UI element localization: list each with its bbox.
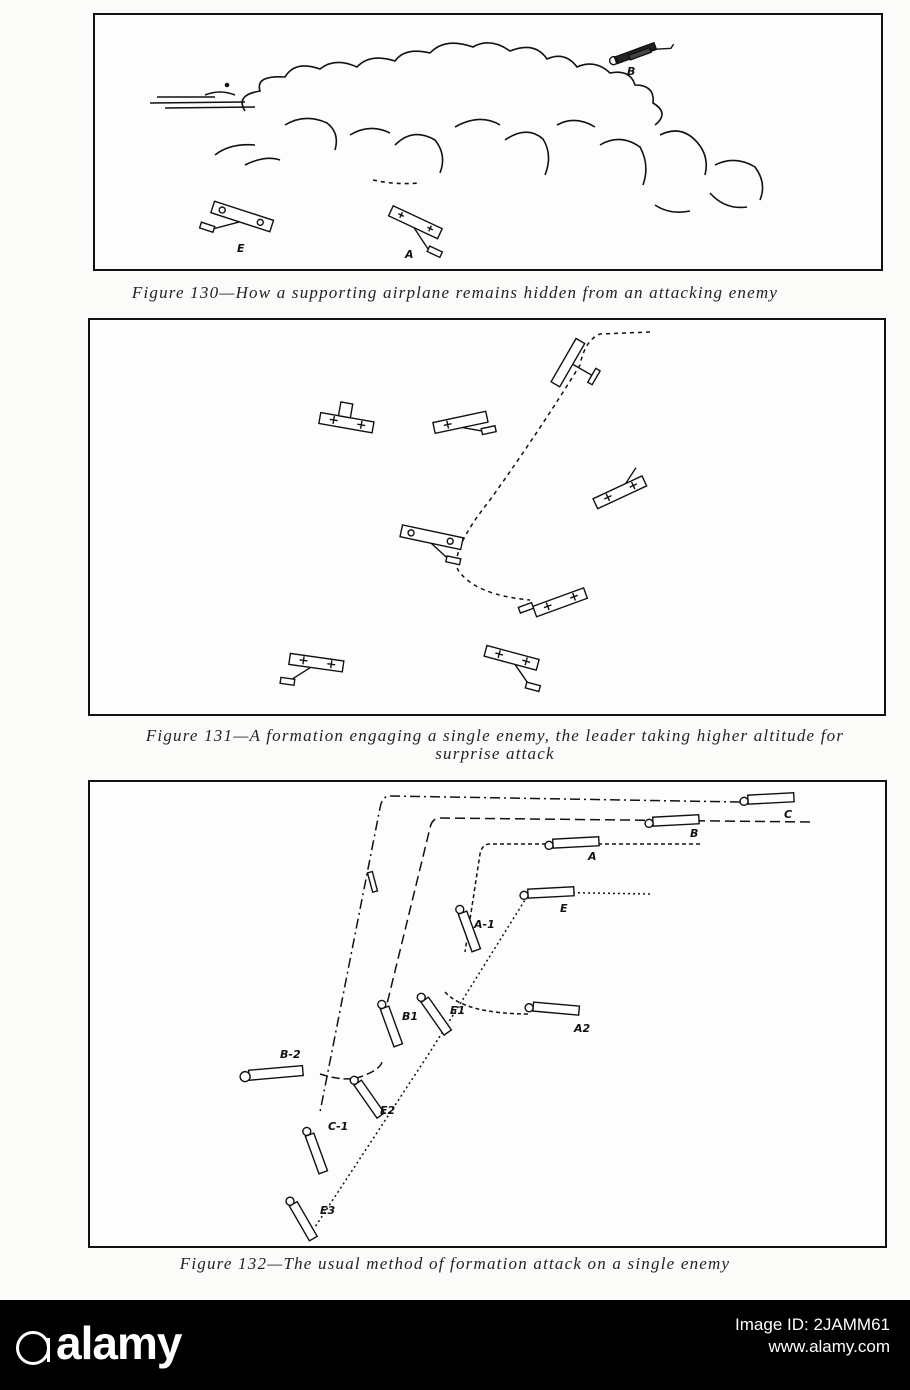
- label-e: E: [560, 902, 568, 915]
- plane-icon: [319, 399, 377, 433]
- plane-a-icon: [545, 837, 599, 850]
- plane-icon: [551, 338, 608, 400]
- figure-130-panel: [93, 13, 883, 271]
- brand-logo: [16, 1316, 181, 1370]
- plane-e1-icon: [416, 991, 452, 1036]
- leader-track: [457, 332, 650, 600]
- cloud-outline: [242, 43, 662, 125]
- figure-131-caption: Figure 131—A formation engaging a single enemy, the leader taking higher altitude for surprise attack: [145, 726, 845, 763]
- plane-e3-icon: [285, 1195, 318, 1242]
- track-e: [315, 892, 650, 1227]
- plane-icon: [433, 410, 496, 444]
- plane-small-icon: [367, 872, 377, 893]
- plane-e-icon: [520, 887, 574, 900]
- label-b: B: [690, 827, 699, 840]
- plane-icon: [479, 646, 547, 692]
- figure-132-illustration: [90, 782, 885, 1246]
- brand-logo-icon: [16, 1331, 50, 1365]
- figure-132-panel: [88, 780, 887, 1248]
- plane-b2-icon: [240, 1066, 304, 1082]
- plane-icon: [589, 467, 647, 509]
- label-e2: E2: [380, 1104, 396, 1117]
- figure-130-illustration: [95, 15, 881, 269]
- label-c1: C-1: [328, 1120, 349, 1133]
- image-id-label: Image ID: 2JAMM61: [735, 1315, 890, 1334]
- watermark-band: [0, 1300, 910, 1390]
- figure-132-caption: Figure 132—The usual method of formation attack on a single enemy: [179, 1254, 731, 1273]
- track-b: [385, 818, 810, 1012]
- label-e1: E1: [450, 1004, 466, 1017]
- plane-icon: [280, 653, 344, 692]
- label-b2: B-2: [280, 1048, 301, 1061]
- plane-c1-icon: [302, 1126, 328, 1175]
- cloud-billows: [215, 118, 763, 212]
- label-c: C: [784, 808, 793, 821]
- label-a2: A2: [574, 1022, 591, 1035]
- site-url: www.alamy.com: [768, 1337, 890, 1356]
- label-a: A: [588, 850, 597, 863]
- plane-c-icon: [740, 793, 794, 806]
- figure-130-caption: Figure 130—How a supporting airplane remains hidden from an attacking enemy: [131, 283, 779, 302]
- horizon-lines: [150, 92, 255, 108]
- plane-a-icon: [382, 206, 451, 258]
- label-a1: A-1: [474, 918, 495, 931]
- figure-131-panel: [88, 318, 886, 716]
- label-e3: E3: [320, 1204, 336, 1217]
- dashed-track: [373, 180, 420, 184]
- plane-icon: [518, 584, 587, 621]
- image-id-block: [735, 1314, 890, 1358]
- label-b1: B1: [402, 1010, 419, 1023]
- figure-131-illustration: [90, 320, 884, 714]
- label-b: B: [627, 65, 636, 78]
- label-a: A: [405, 248, 414, 261]
- plane-a2-icon: [525, 1001, 580, 1016]
- track-a: [465, 844, 700, 952]
- brand-name: alamy: [56, 1317, 182, 1369]
- plane-b-icon: [645, 815, 699, 828]
- label-e: E: [237, 242, 245, 255]
- plane-b1-icon: [377, 999, 403, 1048]
- plane-b-icon: [609, 36, 675, 70]
- plane-icon: [397, 525, 465, 565]
